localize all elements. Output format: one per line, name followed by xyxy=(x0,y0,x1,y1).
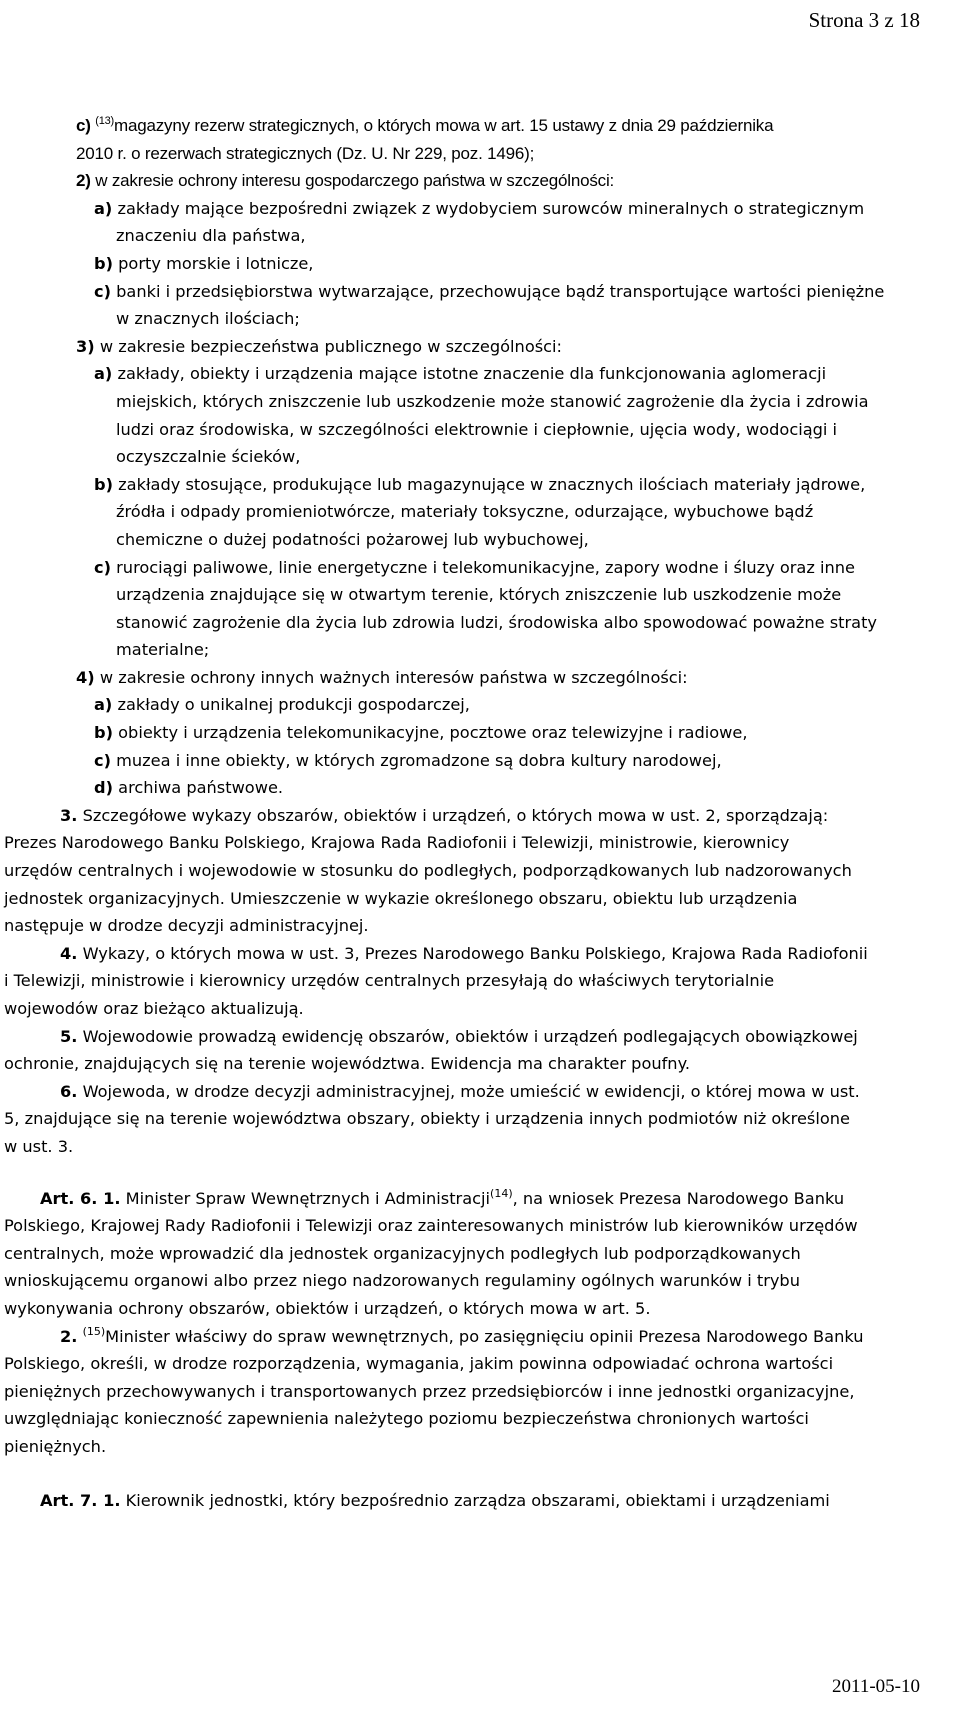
paragraph: 4. Wykazy, o których mowa w ust. 3, Prezes Narodowego Banku Polskiego, Krajowa Rada Radiofonii xyxy=(60,943,868,963)
article: Art. 6. 1. Minister Spraw Wewnętrznych i Administracji$^{(14)}$, na wniosek Prezesa Narodowego Banku xyxy=(40,1186,845,1208)
paragraph: 2. $^{(15)}$Minister właściwy do spraw wewnętrznych, po zasięgnięciu opinii Prezesa Narodowego Banku xyxy=(60,1324,864,1346)
list-item: c) $^{(13)}$magazyny rezerw strategicznych, o których mowa w art. 15 ustawy z dnia 29 października xyxy=(76,115,774,135)
list-item-continuation: materialne; xyxy=(116,640,210,660)
list-item: 4) w zakresie ochrony innych ważnych interesów państwa w szczególności: xyxy=(76,667,688,687)
list-item-continuation: ludzi oraz środowiska, w szczególności elektrownie i ciepłownie, ujęcia wody, wodociągi i xyxy=(116,419,838,439)
list-item-continuation: źródła i odpady promieniotwórcze, materiały toksyczne, odurzające, wybuchowe bądź xyxy=(116,502,814,522)
list-item: 2) w zakresie ochrony interesu gospodarczego państwa w szczególności: xyxy=(76,171,615,191)
list-item: b) zakłady stosujące, produkujące lub magazynujące w znacznych ilościach materiały jądrowe, xyxy=(94,474,866,494)
list-item: c) muzea i inne obiekty, w których zgromadzone są dobra kultury narodowej, xyxy=(94,750,722,770)
footer-date: 2011-05-10 xyxy=(832,1676,920,1697)
article: Art. 7. 1. Kierownik jednostki, który bezpośrednio zarządza obszarami, obiektami i urządzeniami xyxy=(40,1490,830,1510)
list-item: b) porty morskie i lotnicze, xyxy=(94,253,314,273)
paragraph-line: wykonywania ochrony obszarów, obiektów i urządzeń, o których mowa w art. 5. xyxy=(4,1298,651,1318)
paragraph-line: 5, znajdujące się na terenie województwa obszary, obiekty i urządzenia innych podmiotów niż określone xyxy=(4,1109,850,1129)
list-item: a) zakłady o unikalnej produkcji gospodarczej, xyxy=(94,695,470,715)
paragraph: 5. Wojewodowie prowadzą ewidencję obszarów, obiektów i urządzeń podlegających obowiązkowej xyxy=(60,1026,858,1046)
list-item: a) zakłady mające bezpośredni związek z wydobyciem surowców mineralnych o strategicznym xyxy=(94,198,865,218)
document-body xyxy=(0,112,960,1514)
paragraph-line: urzędów centralnych i wojewodowie w stosunku do podległych, podporządkowanych lub nadzorowanych xyxy=(4,861,852,881)
list-item: c) rurociągi paliwowe, linie energetyczne i telekomunikacyjne, zapory wodne i śluzy oraz inne xyxy=(94,557,855,577)
list-item: c) banki i przedsiębiorstwa wytwarzające, przechowujące bądź transportujące wartości pieniężne xyxy=(94,281,885,301)
paragraph-line: następuje w drodze decyzji administracyjnej. xyxy=(4,916,369,936)
paragraph-line: uwzględniając konieczność zapewnienia należytego poziomu bezpieczeństwa chronionych wartości xyxy=(4,1409,809,1429)
paragraph-line: pieniężnych przechowywanych i transportowanych przez przedsiębiorców i inne jednostki organizacyjne, xyxy=(4,1381,855,1401)
paragraph-line: Prezes Narodowego Banku Polskiego, Krajowa Rada Radiofonii i Telewizji, ministrowie, kierownicy xyxy=(4,833,790,853)
list-item-continuation: stanowić zagrożenie dla życia lub zdrowia ludzi, środowiska albo spowodować poważne straty xyxy=(116,612,878,632)
paragraph-line: pieniężnych. xyxy=(4,1436,107,1456)
list-item-continuation: urządzenia znajdujące się w otwartym terenie, których zniszczenie lub uszkodzenie może xyxy=(116,585,842,605)
paragraph-line: wojewodów oraz bieżąco aktualizują. xyxy=(4,999,304,1018)
list-item: d) archiwa państwowe. xyxy=(94,778,284,798)
paragraph-line: i Telewizji, ministrowie i kierownicy urzędów centralnych przesyłają do właściwych terytorialnie xyxy=(4,971,775,991)
list-item-continuation: chemiczne o dużej podatności pożarowej lub wybuchowej, xyxy=(116,529,589,549)
list-item-continuation: oczyszczalnie ścieków, xyxy=(116,447,301,467)
paragraph: 3. Szczegółowe wykazy obszarów, obiektów i urządzeń, o których mowa w ust. 2, sporządzają: xyxy=(60,805,829,825)
list-item: b) obiekty i urządzenia telekomunikacyjne, pocztowe oraz telewizyjne i radiowe, xyxy=(94,723,748,743)
footnote-ref: (14) xyxy=(490,1186,513,1200)
list-item: 3) w zakresie bezpieczeństwa publicznego w szczególności: xyxy=(76,336,563,356)
list-item-continuation: 2010 r. o rezerwach strategicznych (Dz. U. Nr 229, poz. 1496); xyxy=(76,143,535,163)
paragraph-line: jednostek organizacyjnych. Umieszczenie w wykazie określonego obszaru, obiektu lub urządzenia xyxy=(4,888,798,908)
paragraph-line: ochronie, znajdujących się na terenie województwa. Ewidencja ma charakter poufny. xyxy=(4,1054,690,1074)
list-item-continuation: miejskich, których zniszczenie lub uszkodzenie może stanowić zagrożenie dla życia i zdrowia xyxy=(116,391,869,411)
page-number: Strona 3 z 18 xyxy=(808,8,920,32)
paragraph-line: w ust. 3. xyxy=(4,1136,74,1156)
paragraph-line: Polskiego, określi, w drodze rozporządzenia, wymagania, jakim powinna odpowiadać ochrona wartości xyxy=(4,1354,834,1374)
paragraph-line: Polskiego, Krajowej Rady Radiofonii i Telewizji oraz zainteresowanych ministrów lub kierowników urzędów xyxy=(4,1216,858,1236)
list-item-continuation: znaczeniu dla państwa, xyxy=(116,226,306,246)
footnote-ref: (13) xyxy=(95,115,115,127)
paragraph-line: wnioskującemu organowi albo przez niego nadzorowanych regulaminy ogólnych warunków i trybu xyxy=(4,1271,800,1291)
footnote-ref: (15) xyxy=(82,1324,106,1338)
paragraph-line: centralnych, może wprowadzić dla jednostek organizacyjnych podległych lub podporządkowanych xyxy=(4,1243,801,1263)
paragraph: 6. Wojewoda, w drodze decyzji administracyjnej, może umieścić w ewidencji, o której mowa w ust. xyxy=(60,1081,860,1101)
list-item-continuation: w znacznych ilościach; xyxy=(116,309,300,329)
list-item: a) zakłady, obiekty i urządzenia mające istotne znaczenie dla funkcjonowania aglomeracji xyxy=(94,364,827,384)
